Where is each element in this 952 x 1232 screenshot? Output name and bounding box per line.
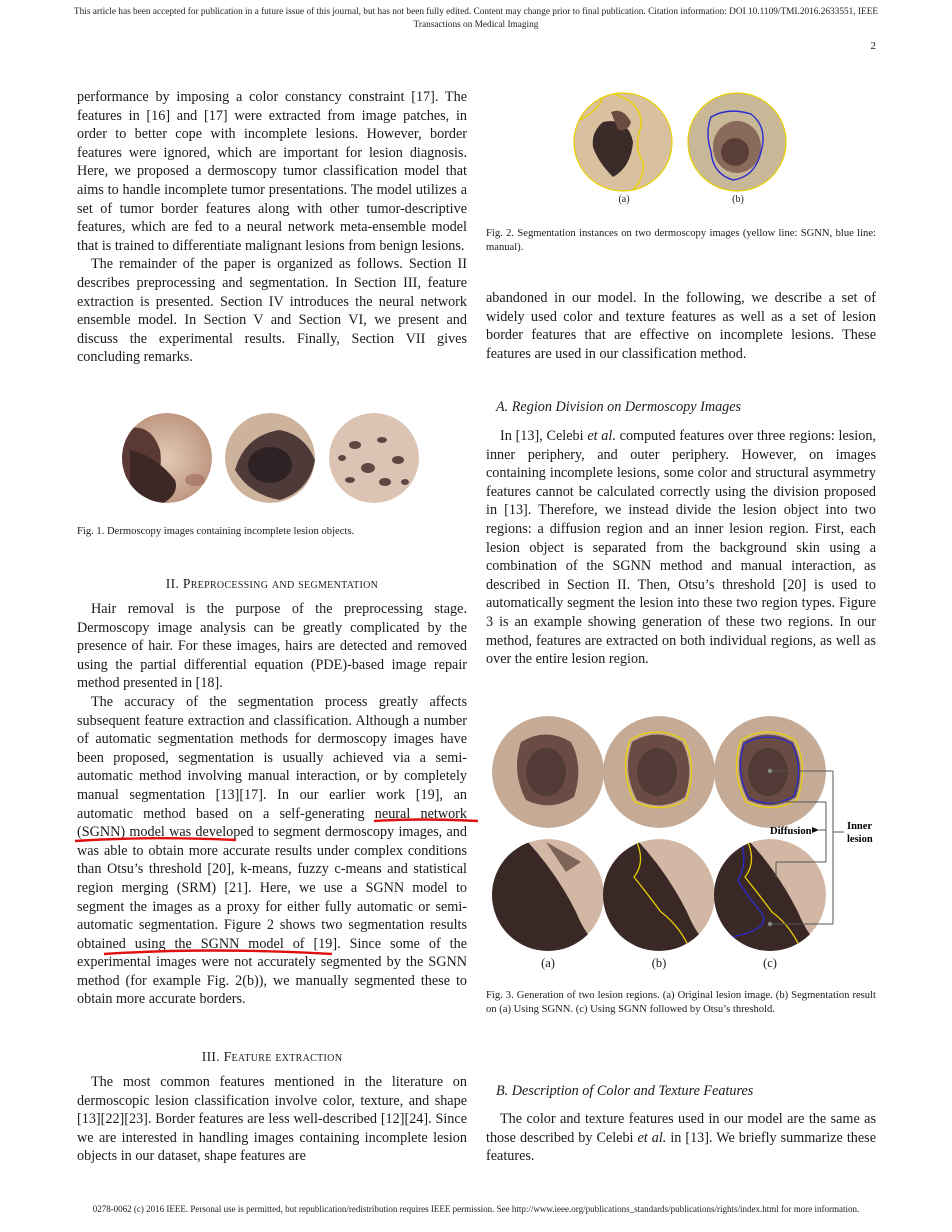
figure-3-caption: Fig. 3. Generation of two lesion regions. (a) Original lesion image. (b) Segmentation result on (a) Using SGNN. (c) Using SGNN followed by Otsu’s threshold. xyxy=(486,990,876,1015)
running-header xyxy=(20,6,932,32)
fig3-diffusion-label: Diffusion xyxy=(770,826,812,837)
section-3-title xyxy=(77,1049,467,1065)
section-2-title-text: II. Preprocessing and segmentation xyxy=(165,576,379,591)
fig2-label-b: (b) xyxy=(732,194,744,205)
sec2-para2-part-b: model was developed to segment dermoscopy images, and was able to obtain more accurate results under complex conditions than Otsu’s threshold [20], k-means, fuzzy c-means and statistical region merging (SRM) [21]. Here, we use a SGNN model to segment the images as a proxy for either fully automatic or semi-automatic segmentation. xyxy=(77,824,467,934)
intro-paragraph-1: performance by imposing a color constancy constraint [17]. The features in [16] and [17] were extracted from image patches, in order to better cope with incomplete lesions. However, border features were ignored, which are important for lesion diagnosis. Here, we proposed a dermoscopy tumor classification model that aims to handle incomplete tumor presentations. The model utilizes a set of tumor border features along with other tumor-descriptive features, which are fed to a neural network meta-ensemble model that is trained to differentiate malignant lesions from benign lesions. xyxy=(77,89,467,254)
section-3-title-text: III. Feature extraction xyxy=(201,1049,343,1064)
copyright-footer: 0278-0062 (c) 2016 IEEE. Personal use is permitted, but republication/redistribution requires IEEE permission. See http://www.ieee.org/publications_standards/publications/rights/index.html for more information. xyxy=(92,1204,860,1214)
figure-1-images xyxy=(120,410,420,506)
subsection-a-body xyxy=(486,427,876,669)
section-3-body xyxy=(77,1073,467,1166)
section-2-body xyxy=(77,600,467,1009)
right-continuation-text xyxy=(486,289,876,363)
header-line-1: This article has been accepted for publication in a future issue of this journal, but has not been fully edited. Content may change prior to final publication. Citation information: DOI 10.1109/TMI.2016.2633551, IEEE xyxy=(73,7,879,17)
fig3-label-c: (c) xyxy=(763,956,777,970)
sec2-para2-part-a: The accuracy of the segmentation process greatly affects subsequent feature extraction and classification. Although a number of automatic segmentation methods for dermoscopy images have been proposed, segmentation is usually achieved via a semi-automatic method involving manual interaction, or by completely manual segmentation [13][17]. In our earlier work [19], an automatic method based on a xyxy=(77,693,467,822)
section-2-paragraph-2 xyxy=(77,693,467,1009)
figure-2-caption: Fig. 2. Segmentation instances on two dermoscopy images (yellow line: SGNN, blue line: manual). xyxy=(486,228,876,253)
fig3-inner-label-2: lesion xyxy=(847,834,873,845)
continuation-paragraph: abandoned in our model. In the following, we describe a set of widely used color and texture features as well as a set of lesion border features that are effective on incomplete lesions. These features are used in our classification method. xyxy=(486,290,876,362)
fig3-row1-image-b xyxy=(603,716,715,828)
left-intro-text xyxy=(77,88,467,367)
subsection-a-title: A. Region Division on Dermoscopy Images xyxy=(496,399,742,415)
highlight-sgnn: self-generating neural network (SGNN) xyxy=(77,805,467,841)
subsection-a-paragraph xyxy=(486,427,876,669)
fig3-label-a: (a) xyxy=(541,956,555,970)
fig2-label-a: (a) xyxy=(618,194,630,205)
header-line-2: Transactions on Medical Imaging xyxy=(413,20,539,30)
fig3-row2-image-b xyxy=(603,839,715,952)
fig3-label-b: (b) xyxy=(651,956,667,970)
subA-etal: et al. xyxy=(587,428,616,444)
fig3-row1-image-a xyxy=(492,716,604,828)
figure-1-caption: Fig. 1. Dermoscopy images containing incomplete lesion objects. xyxy=(77,526,355,537)
subsection-b-body xyxy=(486,1110,876,1166)
page-number: 2 xyxy=(870,40,876,52)
subA-part-b: computed features over three regions: lesion, inner periphery, and outer periphery. However, on images containing incomplete lesions, some color and structural asymmetry features cannot be calculated correctly using the division proposed in [13]. Therefore, we instead divide the lesion object into two regions: a diffusion region and an inner lesion region. First, each lesion object is separated from the background skin using a combination of the SGNN method and manual interaction, as described in Section II. Then, Otsu’s threshold [20] is used to automatically segment the lesion into these two region types. Figure 3 is an example showing generation of these two regions. In our method, features are extracted on both individual regions, as well as over the entire lesion region. xyxy=(486,428,876,668)
fig1-image-c xyxy=(329,413,419,503)
section-2-title xyxy=(77,576,467,592)
fig1-image-a xyxy=(122,413,212,505)
section-2-paragraph-1: Hair removal is the purpose of the preprocessing stage. Dermoscopy image analysis can be greatly complicated by the presence of hair. For these images, hairs are detected and removed using the partial differential equation (PDE)-based image repair method presented in [18]. xyxy=(77,601,467,692)
subA-part-a: In [13], Celebi xyxy=(500,428,588,444)
subB-etal: et al. xyxy=(637,1129,667,1146)
intro-paragraph-2: The remainder of the paper is organized as follows. Section II describes preprocessing and segmentation. In Section III, feature extraction is presented. Section IV introduces the neural network ensemble model. In Section V and Section VI, we present and discuss the experimental results. Finally, Section VII gives concluding remarks. xyxy=(77,256,467,366)
subsection-b-title: B. Description of Color and Texture Features xyxy=(496,1083,754,1099)
fig1-image-b xyxy=(225,413,315,503)
fig3-row2-image-a xyxy=(492,839,604,952)
subB-part-b: in [13]. We briefly summarize these features. xyxy=(486,1129,877,1165)
figure-2-images xyxy=(573,92,789,202)
subB-part-a: The color and texture features used in our model are the same as those described by Celebi xyxy=(486,1111,876,1146)
subsection-b-paragraph xyxy=(486,1110,876,1166)
section-3-paragraph-1: The most common features mentioned in the literature on dermoscopic lesion classification involve color, texture, and shape [13][22][23]. Border features are less well-described [12][24]. Since we are interested in handling images containing incomplete lesion objects in our dataset, shape features are xyxy=(77,1074,467,1165)
highlight-figure-2: Figure 2 shows two segmentation xyxy=(218,917,425,934)
fig3-inner-label-1: Inner xyxy=(847,821,873,832)
fig3-row2-image-c xyxy=(714,839,826,952)
sec2-para2-part-c: results obtained using the SGNN model of [19]. Since some of the experimental images were not accurately segmented by the SGNN method (for example Fig. 2(b)), we manually segmented these to obtain more accurate borders. xyxy=(77,917,467,1008)
figure-3-diagram xyxy=(486,712,876,957)
